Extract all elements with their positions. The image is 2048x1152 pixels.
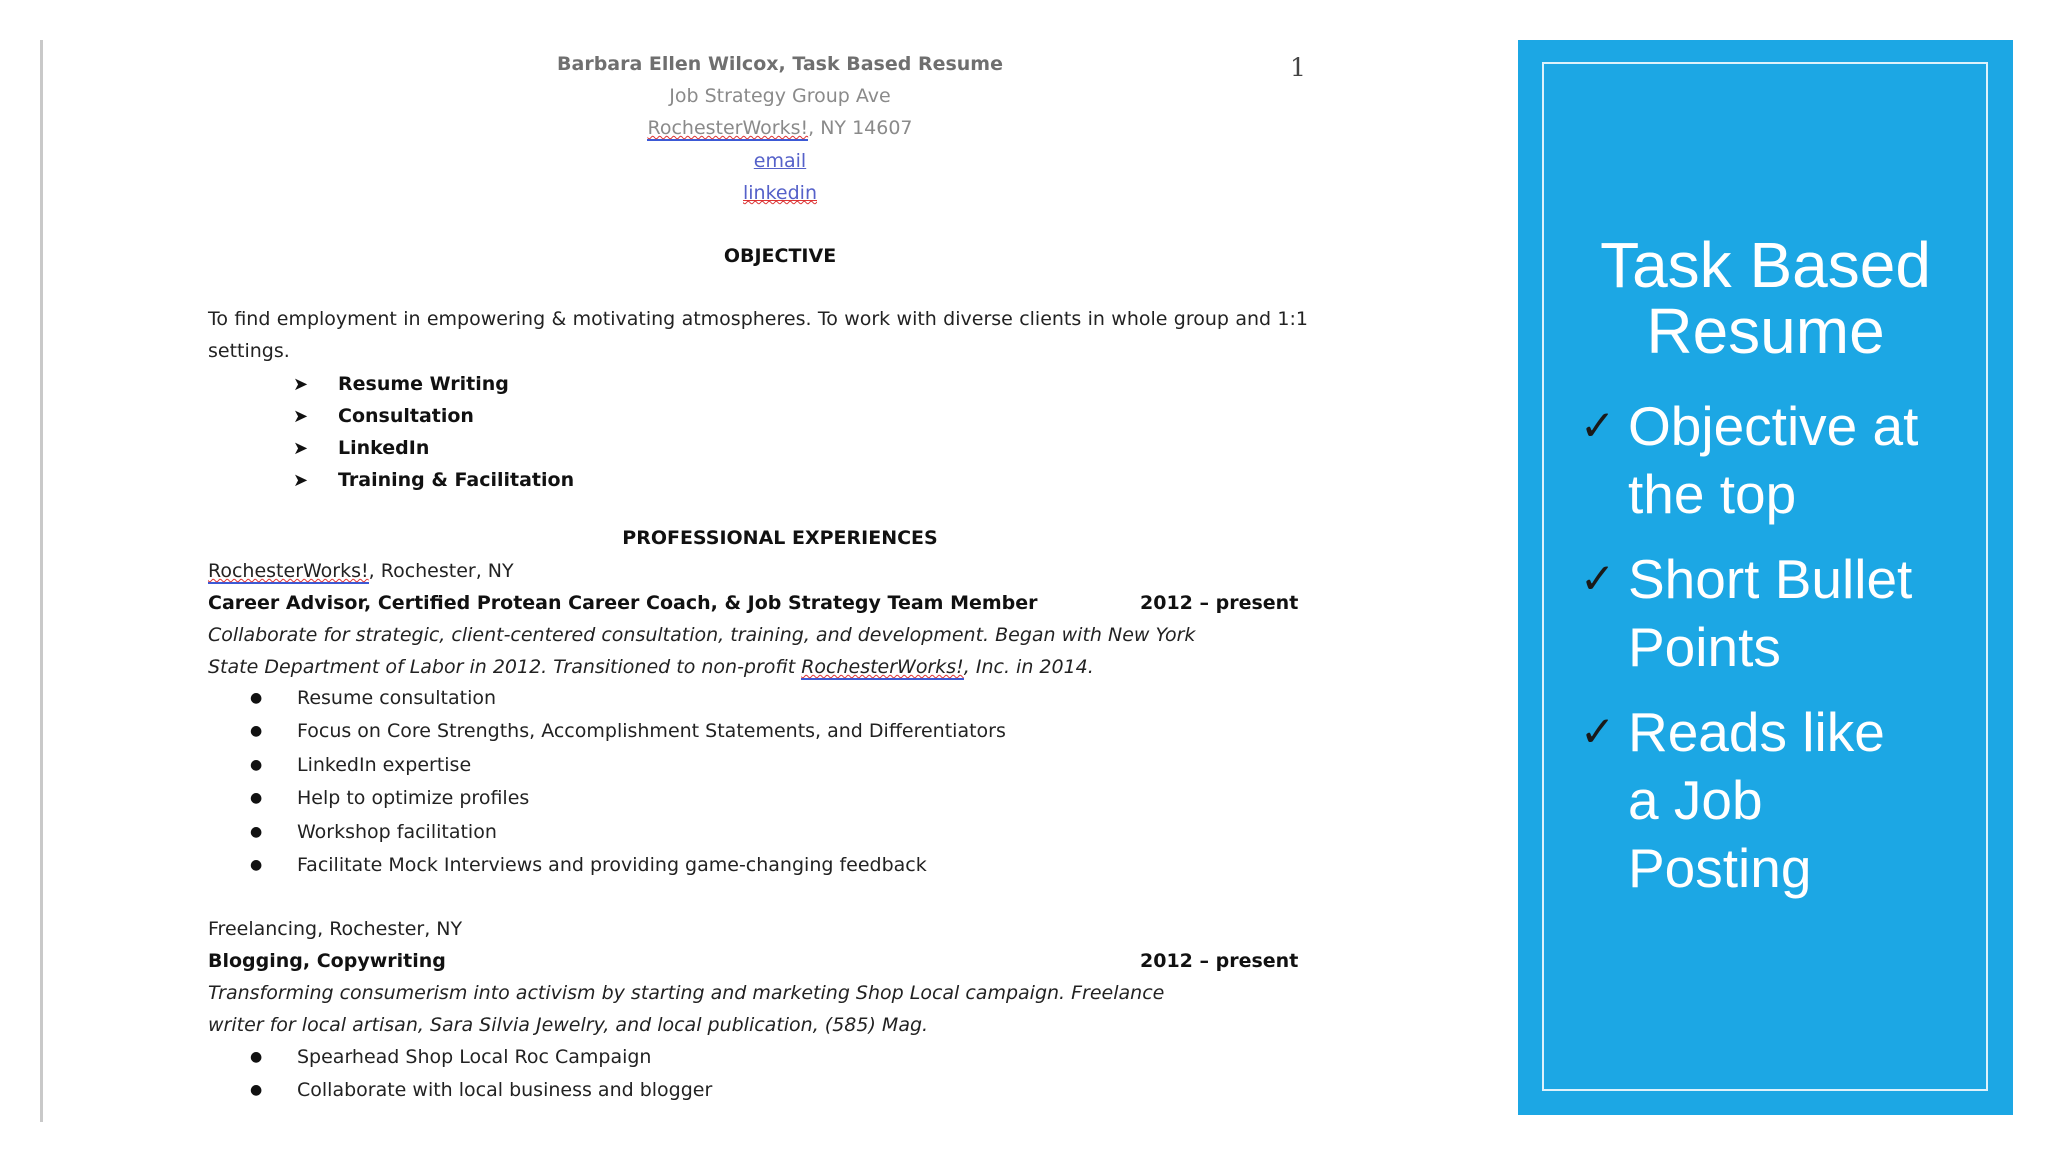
checklist-item: ✓ Objective at the top bbox=[1580, 392, 2010, 528]
experience-heading: PROFESSIONAL EXPERIENCES bbox=[622, 527, 938, 549]
panel-checklist bbox=[1580, 392, 2010, 919]
objective-heading: OBJECTIVE bbox=[723, 245, 837, 267]
linkedin-link[interactable]: linkedin bbox=[743, 182, 817, 204]
list-item: ● Facilitate Mock Interviews and providing game-changing feedback bbox=[250, 854, 927, 877]
job2-org-location: Freelancing, Rochester, NY bbox=[208, 918, 463, 940]
job1-org-location: RochesterWorks!, Rochester, NY bbox=[208, 560, 514, 582]
slide-left-rule bbox=[40, 40, 43, 1122]
job2-role: Blogging, Copywriting bbox=[208, 950, 446, 972]
list-item: ● Spearhead Shop Local Roc Campaign bbox=[250, 1045, 652, 1068]
arrow-bullet-icon: ➤ bbox=[293, 469, 309, 491]
bullet-icon: ● bbox=[250, 857, 263, 874]
bullet-icon: ● bbox=[250, 823, 263, 840]
address-city: , NY 14607 bbox=[808, 117, 913, 139]
list-item: ● Workshop facilitation bbox=[250, 820, 497, 843]
bullet-icon: ● bbox=[250, 723, 263, 740]
job2-bullets bbox=[250, 1040, 712, 1107]
bullet-icon: ● bbox=[250, 1082, 263, 1099]
checklist-item: ✓ Reads like a Job Posting bbox=[1580, 698, 2010, 902]
resume-name: Barbara Ellen Wilcox, Task Based Resume bbox=[557, 53, 1003, 75]
skills-list bbox=[293, 368, 574, 496]
resume-address-line2 bbox=[205, 117, 1355, 139]
skill-item: ➤ LinkedIn bbox=[293, 437, 430, 459]
panel-title: Task Based Resume bbox=[1600, 229, 1931, 367]
list-item: ● Resume consultation bbox=[250, 686, 497, 709]
arrow-bullet-icon: ➤ bbox=[293, 373, 309, 395]
checklist-item: ✓ Short Bullet Points bbox=[1580, 545, 2010, 681]
checkmark-icon: ✓ bbox=[1580, 555, 1616, 602]
job2-desc-line2: writer for local artisan, Sara Silvia Jewelry, and local publication, (585) Mag. bbox=[208, 1014, 929, 1036]
job2-desc-line1: Transforming consumerism into activism by starting and marketing Shop Local campaign. Freelance bbox=[208, 982, 1165, 1004]
resume-address-line1: Job Strategy Group Ave bbox=[669, 85, 891, 107]
objective-text: To find employment in empowering & motivating atmospheres. To work with diverse clients in whole group and 1:1 settings. bbox=[208, 308, 1308, 362]
list-item: ● Collaborate with local business and blogger bbox=[250, 1079, 713, 1102]
page-number: 1 bbox=[1290, 53, 1306, 82]
bullet-icon: ● bbox=[250, 689, 263, 706]
skill-item: ➤ Resume Writing bbox=[293, 373, 509, 395]
job1-role: Career Advisor, Certified Protean Career Coach, & Job Strategy Team Member bbox=[208, 592, 1038, 614]
checkmark-icon: ✓ bbox=[1580, 708, 1616, 755]
address-org: RochesterWorks! bbox=[647, 117, 809, 139]
list-item: ● Help to optimize profiles bbox=[250, 787, 530, 810]
list-item: ● LinkedIn expertise bbox=[250, 753, 472, 776]
job1-bullets bbox=[250, 681, 1006, 882]
arrow-bullet-icon: ➤ bbox=[293, 437, 309, 459]
bullet-icon: ● bbox=[250, 756, 263, 773]
email-link[interactable]: email bbox=[753, 150, 807, 172]
bullet-icon: ● bbox=[250, 1048, 263, 1065]
arrow-bullet-icon: ➤ bbox=[293, 405, 309, 427]
resume-image bbox=[205, 40, 1340, 1152]
skill-item: ➤ Consultation bbox=[293, 405, 474, 427]
job1-desc-line1: Collaborate for strategic, client-centered consultation, training, and development. Began with New York bbox=[208, 624, 1196, 646]
job2-dates: 2012 – present bbox=[1140, 950, 1299, 972]
list-item: ● Focus on Core Strengths, Accomplishment Statements, and Differentiators bbox=[250, 720, 1006, 743]
checkmark-icon: ✓ bbox=[1580, 402, 1616, 449]
skill-item: ➤ Training & Facilitation bbox=[293, 469, 575, 491]
job1-dates: 2012 – present bbox=[1140, 592, 1299, 614]
job1-desc-line2: State Department of Labor in 2012. Transitioned to non-profit RochesterWorks!, Inc. in 2014. bbox=[208, 656, 1094, 678]
bullet-icon: ● bbox=[250, 790, 263, 807]
